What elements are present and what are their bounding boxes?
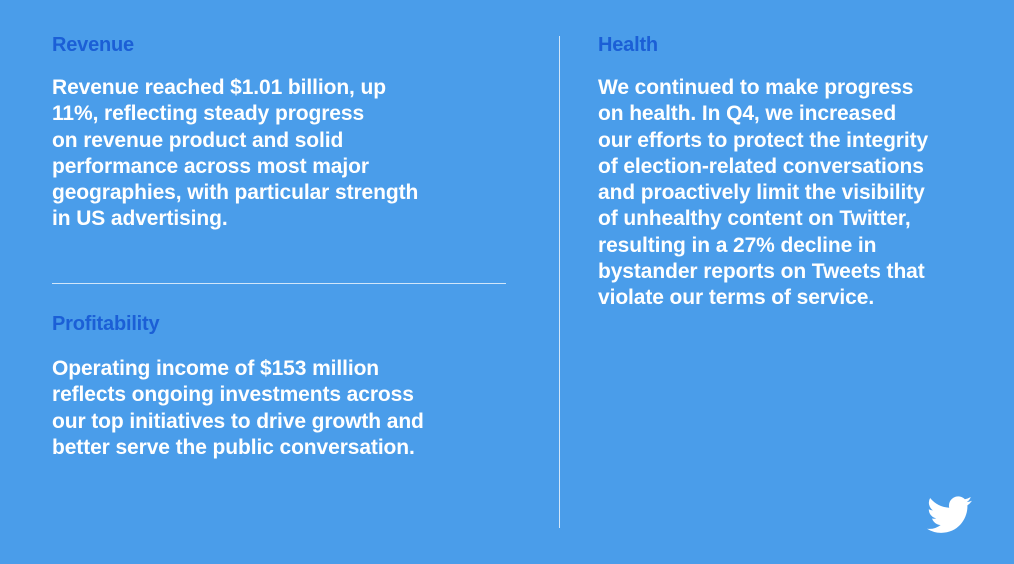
health-heading: Health bbox=[598, 34, 658, 56]
health-line: of unhealthy content on Twitter, bbox=[598, 207, 911, 231]
profitability-line: Operating income of $153 million bbox=[52, 357, 380, 380]
profitability-body bbox=[52, 356, 424, 461]
horizontal-divider bbox=[52, 283, 506, 284]
revenue-line: performance across most major bbox=[52, 154, 369, 178]
health-body bbox=[598, 75, 928, 312]
health-line: violate our terms of service. bbox=[598, 286, 875, 310]
revenue-line: geographies, with particular strength bbox=[52, 181, 419, 205]
profitability-heading: Profitability bbox=[52, 313, 160, 335]
revenue-line: in US advertising. bbox=[52, 207, 228, 231]
health-line: our efforts to protect the integrity bbox=[598, 128, 929, 152]
health-line: on health. In Q4, we increased bbox=[598, 102, 897, 126]
revenue-heading: Revenue bbox=[52, 34, 134, 56]
revenue-body bbox=[52, 75, 418, 233]
profitability-line: our top initiatives to drive growth and bbox=[52, 409, 424, 433]
revenue-line: 11%, reflecting steady progress bbox=[52, 102, 365, 126]
twitter-bird-icon bbox=[927, 496, 972, 534]
revenue-line: on revenue product and solid bbox=[52, 128, 344, 152]
revenue-line: Revenue reached $1.01 billion, up bbox=[52, 76, 386, 99]
profitability-line: reflects ongoing investments across bbox=[52, 383, 414, 407]
health-line: resulting in a 27% decline in bbox=[598, 233, 877, 257]
health-line: of election-related conversations bbox=[598, 154, 924, 178]
vertical-divider bbox=[559, 36, 560, 528]
profitability-line: better serve the public conversation. bbox=[52, 435, 415, 459]
health-line: bystander reports on Tweets that bbox=[598, 260, 925, 284]
health-line: We continued to make progress bbox=[598, 76, 914, 99]
health-line: and proactively limit the visibility bbox=[598, 181, 925, 205]
